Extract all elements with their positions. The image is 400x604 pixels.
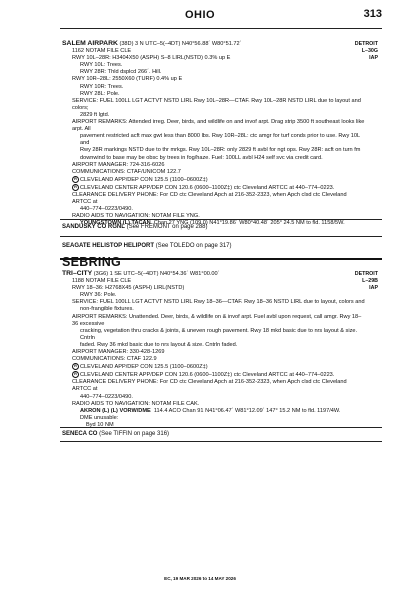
page-state-title: OHIO (184, 9, 216, 21)
approach-line: CLEVELAND CENTER APP/DEP CON 120.6 (0600–1100Z‡) ctc Cleveland ARTCC at 440–774–0223. (80, 372, 335, 379)
cross-ref-name: SANDUSKY CO RGNL (62, 224, 125, 230)
runway-line: RWY 18–36: H2768X45 (ASPH) LIRL(NSTD) (72, 285, 185, 292)
header-rule (60, 28, 382, 29)
remarks-line: AIRPORT REMARKS: Unattended. Deer, birds, & wildlife on & invof arpt. Fuel avbl upon request, call amgr. Rwy 18–36 excessive (72, 313, 362, 327)
page-number: 313 (363, 8, 382, 20)
clearance-line: CLEARANCE DELIVERY PHONE: For CD ctc Cleveland Apch at 216-352-2323, when Apch clsd ctc Cleveland ARTCC at (72, 191, 347, 206)
cross-ref-text: (See TOLEDO on page 317) (155, 243, 232, 249)
tricity-entry (62, 270, 366, 429)
cross-ref-text: (See TIFFIN on page 316) (99, 431, 170, 437)
divider (60, 219, 382, 220)
airport-header (62, 270, 366, 278)
remarks-line: Rwy 28R markings NSTD due to thr mrkgs. Rwy 10L–28R: only 2829 ft avbl for ngt ops. Rwy 28R: acft on turn fm (80, 147, 361, 154)
comms-line: COMMUNICATIONS: CTAF/UNICOM 122.7 (72, 168, 181, 175)
clearance-line: 440–774–0223/0490. (80, 206, 133, 213)
dme-line: DME unusable: (80, 414, 119, 421)
navaid-name: YOUNGSTOWN (L) TACAN (80, 220, 151, 227)
approach-line: CLEVELAND APP/DEP CON 125.5 (1100–0600Z‡) (80, 176, 208, 183)
airport-id-line: (3G6) 1 SE UTC–5(–4DT) N40°54.36´ W81°00.00´ (93, 271, 220, 277)
chart-ref: IAP (369, 285, 378, 291)
runway-line: RWY 10R–28L: 2550X60 (TURF) 0.4% up E (72, 76, 183, 83)
divider (60, 427, 382, 428)
cross-ref-seneca (62, 431, 169, 438)
remarks-line: AIRPORT REMARKS: Attended irreg. Deer, birds, and wildlife on and invof arpt. Drag strip 3500 ft southeast looks like arpt. All (72, 119, 365, 133)
navaid-detail: 114.4 ACO Chan 91 N41°06.47´ W81°12.09´ 147° 15.2 NM to fld. 1197/4W. (153, 407, 341, 414)
remarks-line: downwind to base may be obsc by trees in fog/haze. Fuel: 100LL avbl H24 self svc via credit card. (80, 154, 323, 161)
airport-header (62, 40, 366, 48)
dme-line: Byd 10 NM (86, 421, 114, 428)
remarks-line: cracking, vegetation thru cracks & joints, & uneven rough pavement. Rwy 18 mkd basic due to nrs layout & size. Cntrln (80, 327, 358, 341)
chart-ref: IAP (369, 55, 378, 61)
radio-aids-line: RADIO AIDS TO NAVIGATION: NOTAM FILE CAK. (72, 400, 200, 407)
cross-ref-sandusky (62, 224, 208, 231)
navaid-name: AKRON (L) (L) VORW/DME (80, 407, 151, 414)
radar-circle-icon: R (72, 363, 79, 370)
remarks-line: pavement restricted acft max gwt less than 8000 lbs. Rwy 10R–28L: ctc amgr for turf conds prior to use. Rwy 10L and (80, 133, 360, 147)
chart-ref: L–30G (361, 48, 378, 54)
navaid-detail: Chan 27 YNG (109.0) N41°19.86´ W80°40.48´ 205° 24.5 NM to fld. 1158/5W. (153, 220, 345, 227)
airport-name: TRI–CITY (62, 270, 93, 277)
divider (60, 236, 382, 237)
approach-line: CLEVELAND CENTER APP/DEP CON 120.6 (0600–1100Z‡) ctc Cleveland ARTCC at 440–774–0223. (80, 184, 335, 191)
comms-line: COMMUNICATIONS: CTAF 122.9 (72, 356, 157, 363)
section-title: SEBRING (62, 255, 122, 269)
service-line: 2829 ft lgtd. (80, 111, 110, 118)
chart-ref: DETROIT (354, 41, 378, 47)
manager-line: AIRPORT MANAGER: 724-316-6026 (72, 161, 165, 168)
elev-line: 1188 NOTAM FILE CLE (72, 278, 132, 285)
approach-line: CLEVELAND APP/DEP CON 125.5 (1100–0600Z‡) (80, 364, 208, 371)
airport-name: SALEM AIRPARK (62, 40, 118, 47)
runway-end-line: RWY 36: Pole. (80, 292, 117, 299)
radar-circle-icon: R (72, 371, 79, 378)
service-line: non-frangible fixtures. (80, 306, 134, 313)
manager-line: AIRPORT MANAGER: 330-428-1269 (72, 349, 165, 356)
runway-end-line: RWY 10R: Trees. (80, 83, 124, 90)
cross-ref-name: SEAGATE HELISTOP HELIPORT (62, 243, 155, 249)
clearance-line: 440–774–0223/0490. (80, 393, 133, 400)
clearance-line: CLEARANCE DELIVERY PHONE: For CD ctc Cleveland Apch at 216-352-2323, when Apch clsd ctc Cleveland ARTCC at (72, 379, 347, 393)
radar-circle-icon: R (72, 184, 79, 191)
remarks-line: faded. Rwy 36 mkd basic due to nrs layout & size. Cntrln faded. (80, 341, 238, 348)
chart-ref: L–29B (362, 278, 378, 284)
salem-entry (62, 40, 366, 227)
runway-end-line: RWY 28R: Thld dsplcd 266´. Hill. (80, 69, 162, 76)
elev-line: 1162 NOTAM FILE CLE (72, 48, 132, 55)
cross-ref-name: SENECA CO (62, 431, 98, 437)
chart-ref: DETROIT (354, 271, 378, 277)
cross-ref-text: (See FREMONT on page 288) (126, 224, 208, 230)
divider (60, 441, 382, 442)
runway-line: RWY 10L–28R: H3404X50 (ASPH) S–8 LIRL(NSTD) 0.3% up E (72, 55, 231, 62)
effective-dates-footer: EC, 19 MAR 2026 to 14 MAY 2026 (164, 576, 236, 581)
service-line: SERVICE: FUEL 100LL LGT ACTVT NSTD LIRL Rwy 18–36—CTAF. Rwy 18–36 NSTD LIRL due to layout, colors and (72, 299, 365, 306)
cross-ref-seagate (62, 243, 232, 250)
radar-circle-icon: R (72, 176, 79, 183)
runway-end-line: RWY 10L: Trees. (80, 62, 123, 69)
airport-id-line: (38D) 3 N UTC–5(–4DT) N40°56.88´ W80°51.72´ (119, 41, 242, 47)
runway-end-line: RWY 28L: Pole. (80, 90, 120, 97)
radio-aids-line: RADIO AIDS TO NAVIGATION: NOTAM FILE YNG. (72, 213, 200, 220)
service-line: SERVICE: FUEL 100LL LGT ACTVT NSTD LIRL Rwy 10L–28R—CTAF. Rwy 10L–28R NSTD LIRL due to layout and colors; (72, 97, 361, 111)
